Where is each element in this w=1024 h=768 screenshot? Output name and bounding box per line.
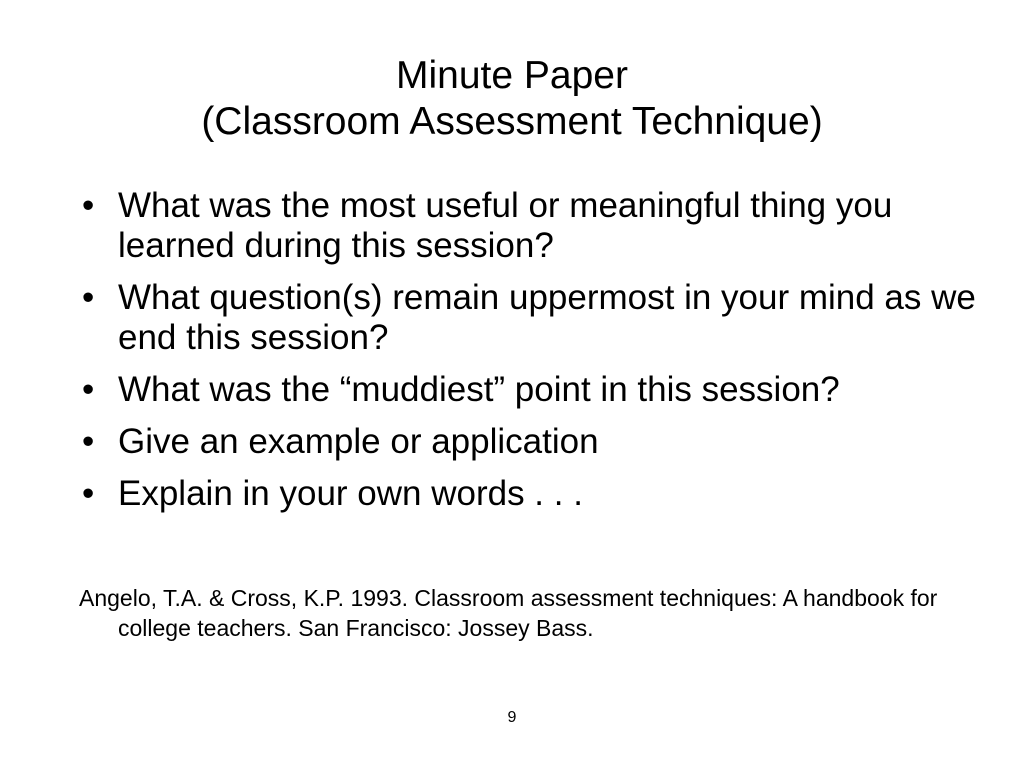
bullet-text: What question(s) remain uppermost in your mind as we end this session?	[118, 278, 976, 357]
bullet-list	[79, 186, 979, 526]
bullet-text: Explain in your own words . . .	[118, 474, 583, 513]
slide-title-line-2: (Classroom Assessment Technique)	[201, 100, 823, 143]
bullet-text: What was the “muddiest” point in this session?	[118, 370, 840, 409]
bullet-marker: •	[82, 278, 95, 317]
bullet-marker: •	[82, 422, 95, 461]
bullet-text: Give an example or application	[118, 422, 599, 461]
bullet-item	[79, 186, 979, 266]
citation-reference: Angelo, T.A. & Cross, K.P. 1993. Classroom assessment techniques: A handbook for college teachers. San Francisco: Jossey Bass.	[79, 585, 938, 641]
bullet-text: What was the most useful or meaningful thing you learned during this session?	[118, 186, 893, 265]
slide-title-line-1: Minute Paper	[396, 54, 628, 97]
bullet-item	[79, 278, 979, 358]
bullet-item	[79, 370, 979, 410]
slide-title	[60, 53, 964, 145]
bullet-marker: •	[82, 370, 95, 409]
bullet-marker: •	[82, 186, 95, 225]
bullet-item	[79, 422, 979, 462]
bullet-item	[79, 474, 979, 514]
bullet-marker: •	[82, 474, 95, 513]
page-number: 9	[507, 709, 517, 726]
